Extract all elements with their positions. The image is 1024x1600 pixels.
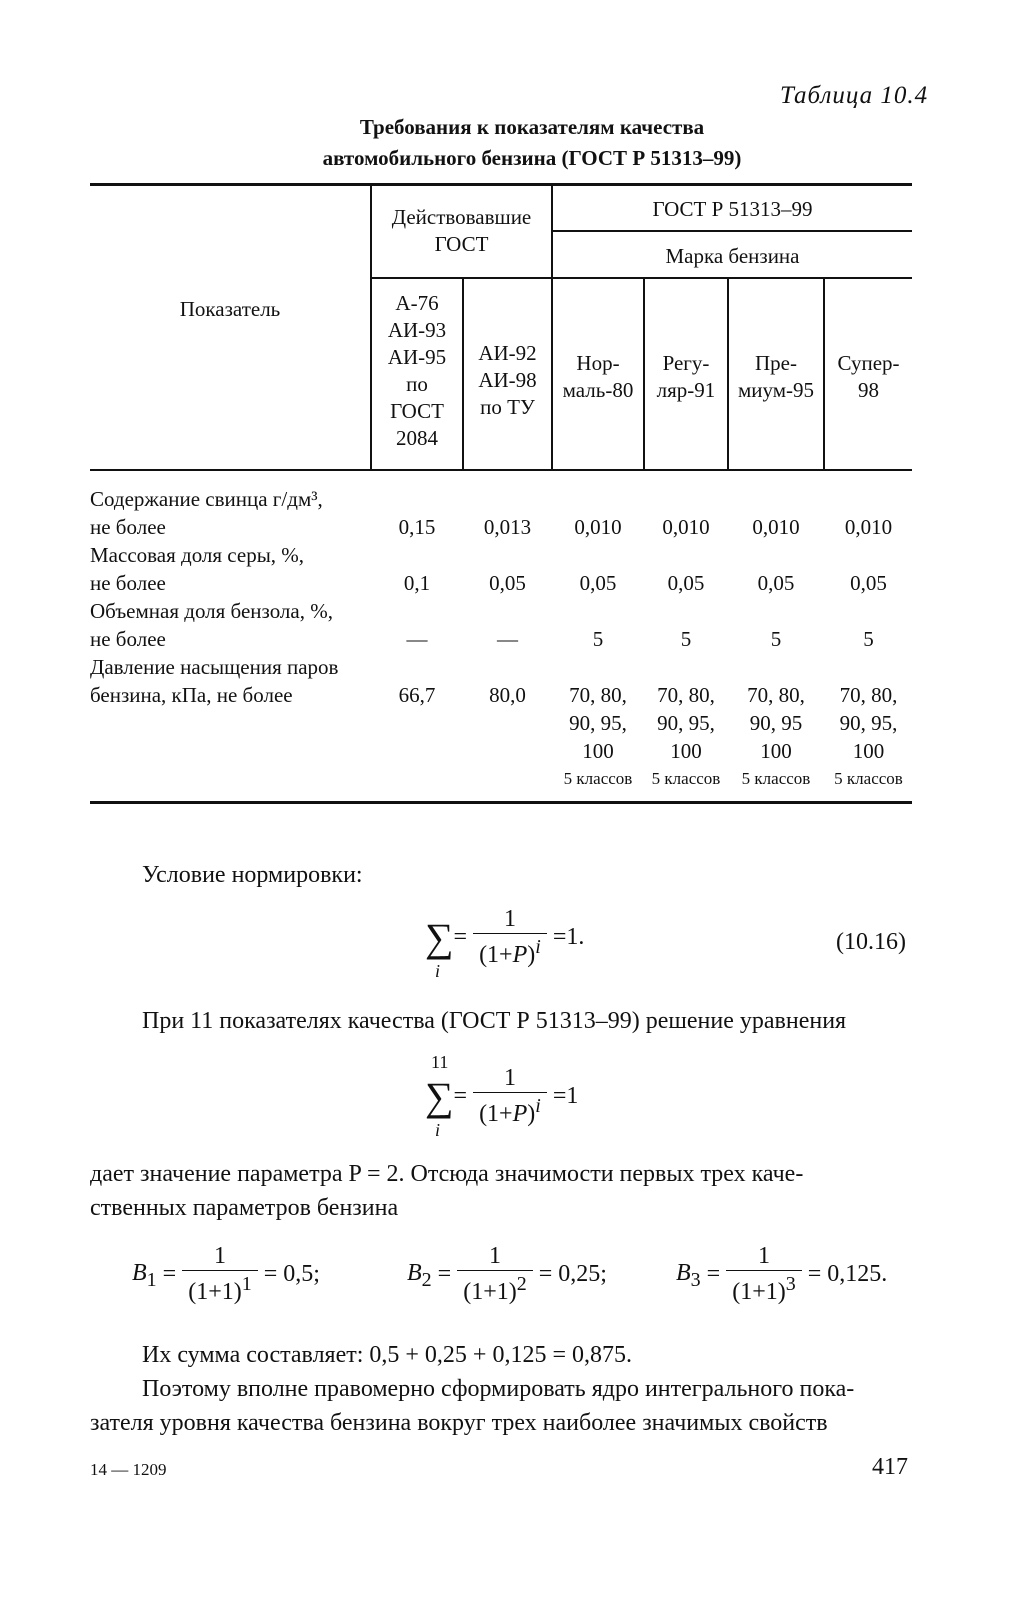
- paragraph-eleven-indicators: При 11 показателях качества (ГОСТ Р 51313–99) решение уравнения: [142, 1008, 847, 1034]
- table-cell: 0,05: [850, 571, 887, 595]
- table-cell: 80,0: [489, 683, 526, 707]
- table-cell: 0,15: [398, 515, 436, 539]
- table-vline: [551, 183, 553, 470]
- table-cell: 0,1: [403, 571, 431, 595]
- table-cell: —: [497, 627, 518, 651]
- normalization-heading: Условие нормировки:: [142, 862, 363, 888]
- table-cell: 0,05: [667, 571, 705, 595]
- header-brand: Марка бензина: [665, 244, 800, 268]
- row-vapor-pressure-label: Давление насыщения паров бензина, кПа, не более: [90, 655, 339, 707]
- table-top-rule: [90, 183, 912, 186]
- table-cell: 70, 80, 90, 95, 100 5 классов: [563, 683, 633, 788]
- grade-regular-91: Регу- ляр-91: [656, 351, 716, 402]
- header-new-gost: ГОСТ Р 51313–99: [652, 197, 813, 221]
- sum-sentence: Их сумма составляет: 0,5 + 0,25 + 0,125 = 0,875.: [142, 1342, 632, 1368]
- header-indicator: Показатель: [179, 297, 281, 321]
- table-cell: 0,05: [757, 571, 795, 595]
- table-hline: [370, 277, 912, 279]
- grade-premium-95: Пре- миум-95: [737, 351, 815, 402]
- row-lead-label: Содержание свинца г/дм³, не более: [90, 487, 323, 539]
- table-cell: 70, 80, 90, 95 100 5 классов: [741, 683, 811, 788]
- table-cell: 0,013: [483, 515, 532, 539]
- row-sulfur-label: Массовая доля серы, %, не более: [90, 543, 305, 595]
- table-cell: 66,7: [398, 683, 436, 707]
- grade-old-1: А-76 АИ-93 АИ-95 по ГОСТ 2084: [387, 291, 447, 450]
- formula-b3: $B_3$ = $\frac{1}{(1+1)^3}$ = 0,125.: [676, 1243, 888, 1305]
- row-benzene-label: Объемная доля бензола, %, не более: [90, 599, 333, 651]
- table-title-line1: Требования к показателям качества: [359, 115, 705, 139]
- equation-sum-11: 11 ∑= $\frac{1}{(1+P)^i}$ =1 i: [425, 1052, 579, 1140]
- formula-b1: $B_1$ = $\frac{1}{(1+1)^1}$ = 0,5;: [132, 1243, 320, 1305]
- table-number: Таблица 10.4: [780, 82, 929, 109]
- table-cell: 5: [770, 627, 782, 651]
- table-cell: 0,010: [752, 515, 800, 539]
- table-hline: [551, 230, 912, 232]
- grade-super-98: Супер- 98: [837, 351, 900, 402]
- header-old-gost: Действовавшие ГОСТ: [391, 205, 532, 256]
- table-title-line2: автомобильного бензина (ГОСТ Р 51313–99): [322, 146, 742, 170]
- table-cell: 0,010: [844, 515, 893, 539]
- page-number: 417: [872, 1454, 908, 1480]
- table-cell: 70, 80, 90, 95, 100 5 классов: [651, 683, 721, 788]
- grade-normal-80: Нор- маль-80: [562, 351, 634, 402]
- print-signature: 14 — 1209: [90, 1460, 167, 1479]
- table-cell: 0,010: [574, 515, 622, 539]
- paragraph-core: Поэтому вполне правомерно сформировать ядро интегрального пока- зателя уровня качества бензина вокруг трех наиболее значимых свойств: [90, 1376, 855, 1436]
- table-cell: 5: [592, 627, 604, 651]
- table-cell: 5: [863, 627, 874, 651]
- table-cell: 70, 80, 90, 95, 100 5 классов: [834, 683, 903, 788]
- grade-old-2: АИ-92 АИ-98 по ТУ: [478, 341, 537, 419]
- table-cell: 0,010: [662, 515, 710, 539]
- table-cell: —: [406, 627, 428, 651]
- table-bottom-rule: [90, 801, 912, 804]
- equation-number: (10.16): [836, 929, 906, 955]
- table-header-rule: [90, 469, 912, 471]
- equation-10-16: ∑= $\frac{1}{(1+P)^i}$ =1. i: [425, 906, 585, 981]
- table-cell: 5: [680, 627, 692, 651]
- formula-b2: $B_2$ = $\frac{1}{(1+1)^2}$ = 0,25;: [407, 1243, 607, 1305]
- table-cell: 0,05: [579, 571, 617, 595]
- table-cell: 0,05: [489, 571, 526, 595]
- paragraph-parameter: дает значение параметра P = 2. Отсюда значимости первых трех каче- ственных параметров бензина: [90, 1161, 804, 1221]
